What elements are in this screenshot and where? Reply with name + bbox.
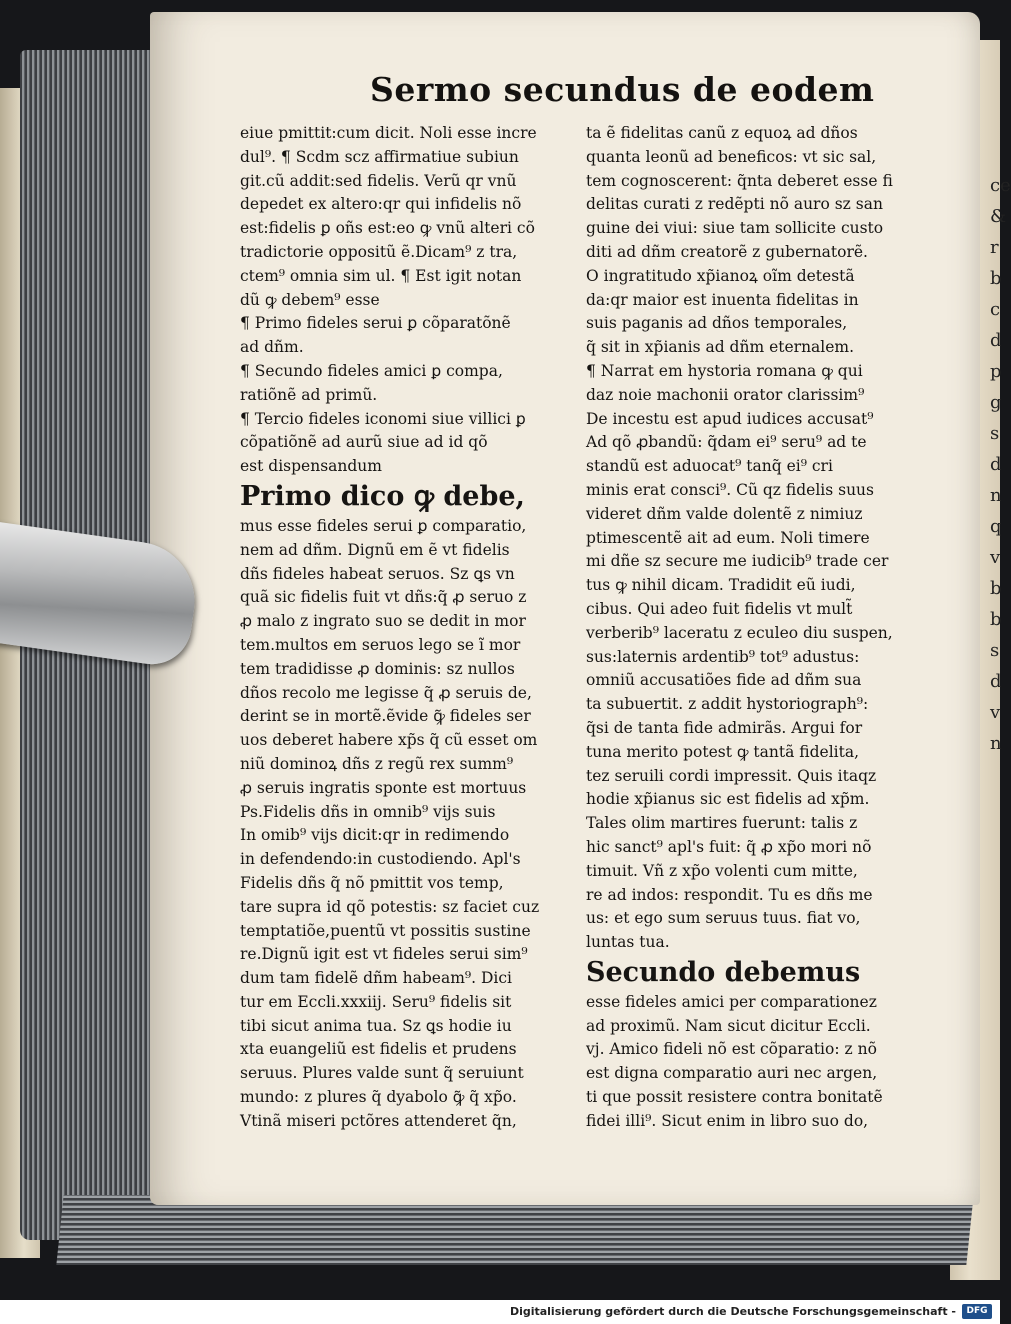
section-heading-line: Primo dico ꝙ debe, (240, 480, 525, 512)
text-line: tez seruili cordi impressit. Quis itaqz (586, 766, 877, 785)
text-line: re.Dignũ igit est vt fideles serui sim⁹ (240, 945, 528, 964)
text-line: De incestu est apud iudices accusat⁹ (586, 409, 874, 428)
text-line: videret dñm valde dolentẽ z nimiuz (586, 504, 863, 523)
text-column-left (240, 122, 570, 1134)
text-line: Ps.Fidelis dñs in omnib⁹ vijs suis (240, 802, 496, 821)
facing-page-letter: s (990, 640, 1000, 661)
text-line: ti que possit resistere contra bonitatẽ (586, 1088, 883, 1107)
text-line: luntas tua. (586, 933, 670, 952)
facing-page-letter: v (990, 547, 1001, 568)
text-line: tem.multos em seruos lego se ĩ mor (240, 635, 521, 654)
text-line: ptimescentẽ ait ad eum. Noli timere (586, 528, 870, 547)
text-line: derint se in mortẽ.ẽvide ꝙ̃ fideles ser (240, 707, 531, 726)
text-line: ta ẽ fidelitas canũ z equoꝝ ad dños (586, 124, 858, 142)
text-line: mundo: z plures q̃ dyabolo ꝙ̃ q̃ xp̃o. (240, 1088, 517, 1107)
text-line: q̃si de tanta fide admirãs. Argui for (586, 718, 863, 737)
text-line: in defendendo:in custodiendo. Apl's (240, 850, 521, 869)
text-line: eiue pmittit:cum dicit. Noli esse incre (240, 124, 537, 142)
text-line: mi dñe sz secure me iudicib⁹ trade cer (586, 552, 889, 571)
text-line: In omib⁹ vijs dicit:qr in redimendo (240, 826, 510, 845)
text-line: suis paganis ad dños temporales, (586, 314, 848, 333)
facing-page-letter: r (990, 237, 999, 258)
text-line: ¶ Primo fideles serui ꝑ cõparatõnẽ (240, 314, 511, 333)
facing-page-letter: b (990, 268, 1002, 289)
text-line: est:fidelis ꝑ oñs est:eo ꝙ vnũ alteri cõ (240, 219, 535, 238)
text-line: git.cũ addit:sed fidelis. Verũ qr vnũ (240, 171, 517, 190)
facing-page-letter: d (990, 454, 1002, 475)
text-line: timuit. Vñ z xp̃o volenti cum mitte, (586, 861, 858, 880)
text-line: cõpatiõnẽ ad aurũ siue ad id qõ (240, 433, 488, 452)
text-line: xta euangeliũ est fidelis et prudens (240, 1040, 517, 1059)
text-line: hodie xp̃ianus sic est fidelis ad xp̃m. (586, 790, 870, 809)
facing-page-fragment (990, 170, 1011, 759)
text-line: tradictorie oppositũ ẽ.Dicam⁹ z tra, (240, 242, 518, 261)
text-line: dños recolo me legisse q̃ ꝓ seruis de, (240, 683, 532, 702)
text-line: hic sanct⁹ apl's fuit: q̃ ꝓ xp̃o mori nõ (586, 837, 872, 856)
text-line: nem ad dñm. Dignũ em ẽ vt fidelis (240, 540, 510, 559)
text-line: ad proximũ. Nam sicut dicitur Eccli. (586, 1016, 871, 1035)
text-line: ta subuertit. z addit hystoriograph⁹: (586, 695, 869, 714)
text-line: est dispensandum (240, 457, 382, 476)
funding-credit: Digitalisierung gefördert durch die Deutsche Forschungsgemeinschaft - (509, 1305, 956, 1318)
text-line: Ad qõ ꝓbandũ: q̃dam ei⁹ seru⁹ ad te (586, 433, 867, 452)
facing-page-letter: n (990, 485, 1002, 506)
facing-page-letter: b (990, 609, 1002, 630)
text-line: O ingratitudo xp̃ianoꝝ oĩm detestã (586, 266, 855, 285)
text-line: verberib⁹ laceratu z eculeo diu suspen, (586, 623, 893, 642)
text-line: dũ ꝙ debem⁹ esse (240, 290, 380, 309)
text-line: est digna comparatio auri nec argen, (586, 1064, 878, 1083)
page-stack-bottom (56, 1195, 973, 1265)
text-line: Tales olim martires fuerunt: talis z (586, 814, 858, 833)
facing-page-letter: q (990, 516, 1002, 537)
text-line: niũ dominoꝝ dñs z regũ rex summ⁹ (240, 754, 514, 773)
text-line: tare supra id qõ potestis: sz faciet cuz (240, 897, 540, 916)
dfg-logo: DFG (962, 1304, 992, 1319)
text-line: daz noie machonii orator clarissim⁹ (586, 385, 865, 404)
facing-page-letter: n (990, 733, 1002, 754)
footer-bar (0, 1300, 1000, 1324)
text-line: standũ est aduocat⁹ tanq̃ ei⁹ cri (586, 457, 833, 476)
text-line: mus esse fideles serui ꝑ comparatio, (240, 516, 527, 535)
facing-page-letter: c (990, 299, 1001, 320)
text-line: uos deberet habere xp̃s q̃ cũ esset om (240, 731, 538, 750)
text-line: ¶ Secundo fideles amici ꝑ compa, (240, 361, 503, 380)
section-heading-line: Secundo debemus (586, 956, 861, 988)
text-line: ad dñm. (240, 338, 304, 357)
text-line: tibi sicut anima tua. Sz ꝗs hodie iu (240, 1016, 512, 1035)
text-line: delitas curati z redẽpti nõ auro sz san (586, 195, 883, 214)
text-line: dum tam fidelẽ dñm habeam⁹. Dici (240, 969, 512, 988)
text-line: seruus. Plures valde sunt q̃ seruiunt (240, 1064, 524, 1083)
text-line: fidei illi⁹. Sicut enim in libro suo do, (586, 1111, 869, 1130)
text-line: dñs fideles habeat seruos. Sz ꝗs vn (240, 564, 515, 583)
facing-page-letter: d (990, 330, 1002, 351)
text-line: dul⁹. ¶ Scdm scz affirmatiue subiun (240, 147, 519, 166)
text-line: vj. Amico fideli nõ est cõparatio: z nõ (586, 1040, 877, 1059)
text-line: ꝓ seruis ingratis sponte est mortuus (240, 778, 527, 797)
text-line: guine dei viui: siue tam sollicite custo (586, 219, 884, 238)
text-line: us: et ego sum seruus tuus. fiat vo, (586, 909, 861, 928)
text-line: re ad indos: respondit. Tu es dñs me (586, 885, 873, 904)
facing-page-letter: d (990, 671, 1002, 692)
text-line: tem cognoscerent: q̃nta deberet esse fi (586, 171, 893, 190)
text-line: minis erat consci⁹. Cũ qz fidelis suus (586, 480, 874, 499)
facing-page-letter: ce (990, 175, 1011, 196)
text-line: da:qr maior est inuenta fidelitas in (586, 290, 859, 309)
running-head: Sermo secundus de eodem (370, 70, 875, 109)
text-line: temptatiõe,puentũ vt possitis sustine (240, 921, 531, 940)
text-line: tem tradidisse ꝓ dominis: sz nullos (240, 659, 515, 678)
facing-page-letter: g (990, 392, 1002, 413)
text-line: ¶ Narrat em hystoria romana ꝙ qui (586, 361, 863, 380)
text-line: ꝓ malo z ingrato suo se dedit in mor (240, 612, 526, 631)
text-line: Fidelis dñs q̃ nõ pmittit vos temp, (240, 873, 504, 892)
text-line: tur em Eccli.xxxiij. Seru⁹ fidelis sit (240, 992, 512, 1011)
facing-page-letter: & (990, 206, 1007, 227)
facing-page-letter: b (990, 578, 1002, 599)
text-column-right (586, 122, 908, 1134)
text-line: depedet ex altero:qr qui infidelis nõ (240, 195, 522, 214)
text-line: diti ad dñm creatorẽ z gubernatorẽ. (586, 242, 868, 261)
text-line: q̃ sit in xp̃ianis ad dñm eternalem. (586, 338, 855, 357)
facing-page-letter: v (990, 702, 1001, 723)
facing-page-letter: s (990, 423, 1000, 444)
facing-page-letter: p (990, 361, 1002, 382)
text-line: quanta leonũ ad beneficos: vt sic sal, (586, 147, 877, 166)
text-line: quã sic fidelis fuit vt dñs:q̃ ꝓ seruo z (240, 588, 527, 607)
text-line: esse fideles amici per comparationez (586, 992, 877, 1011)
text-line: tuna merito potest ꝙ tantã fidelita, (586, 742, 860, 761)
text-line: tus ꝙ nihil dicam. Tradidit eũ iudi, (586, 576, 856, 595)
text-line: ratiõnẽ ad primũ. (240, 385, 378, 404)
text-line: omniũ accusatiões fide ad dñm sua (586, 671, 862, 690)
text-line: ctem⁹ omnia sim ul. ¶ Est igit notan (240, 266, 522, 285)
text-line: Vtinã miseri pctõres attenderet q̃n, (240, 1111, 517, 1130)
text-line: cibus. Qui adeo fuit fidelis vt mult̃ (586, 599, 853, 618)
text-line: ¶ Tercio fideles iconomi siue villici ꝑ (240, 409, 526, 428)
text-line: sus:laternis ardentib⁹ tot⁹ adustus: (586, 647, 860, 666)
